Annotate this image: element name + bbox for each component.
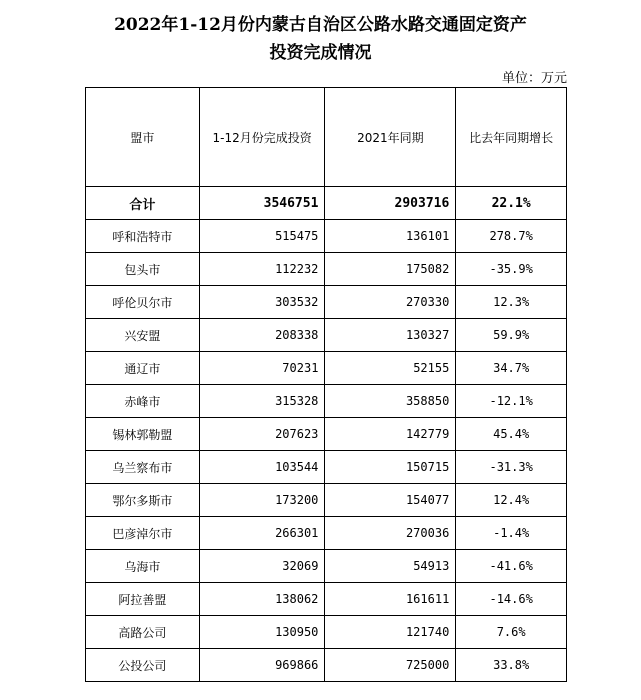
table-row <box>86 286 567 319</box>
total-invest: 3546751 <box>199 187 325 220</box>
header-invest: 1-12月份完成投资 <box>199 88 325 187</box>
region-cell: 鄂尔多斯市 <box>86 484 200 517</box>
region-cell: 高路公司 <box>86 616 200 649</box>
prev-cell: 175082 <box>325 253 456 286</box>
region-cell: 呼和浩特市 <box>86 220 200 253</box>
table-row <box>86 616 567 649</box>
header-growth: 比去年同期增长 <box>456 88 567 187</box>
invest-cell: 303532 <box>199 286 325 319</box>
growth-cell: -35.9% <box>456 253 567 286</box>
table-header-row <box>86 88 567 187</box>
region-cell: 阿拉善盟 <box>86 583 200 616</box>
region-cell: 乌兰察布市 <box>86 451 200 484</box>
invest-cell: 173200 <box>199 484 325 517</box>
growth-cell: -14.6% <box>456 583 567 616</box>
table-row <box>86 352 567 385</box>
prev-cell: 270330 <box>325 286 456 319</box>
region-cell: 呼伦贝尔市 <box>86 286 200 319</box>
invest-cell: 130950 <box>199 616 325 649</box>
invest-cell: 103544 <box>199 451 325 484</box>
table-row <box>86 418 567 451</box>
growth-cell: -41.6% <box>456 550 567 583</box>
growth-cell: 12.4% <box>456 484 567 517</box>
header-prev-year: 2021年同期 <box>325 88 456 187</box>
region-cell: 赤峰市 <box>86 385 200 418</box>
invest-cell: 515475 <box>199 220 325 253</box>
region-cell: 锡林郭勒盟 <box>86 418 200 451</box>
table-row <box>86 550 567 583</box>
invest-cell: 315328 <box>199 385 325 418</box>
growth-cell: 12.3% <box>456 286 567 319</box>
prev-cell: 130327 <box>325 319 456 352</box>
invest-cell: 208338 <box>199 319 325 352</box>
total-growth: 22.1% <box>456 187 567 220</box>
total-prev: 2903716 <box>325 187 456 220</box>
document-title-line2: 投资完成情况 <box>269 43 372 63</box>
prev-cell: 154077 <box>325 484 456 517</box>
table-row <box>86 583 567 616</box>
growth-cell: -12.1% <box>456 385 567 418</box>
document-title-line1: 2022年1-12月份内蒙古自治区公路水路交通固定资产 <box>114 15 527 35</box>
region-cell: 通辽市 <box>86 352 200 385</box>
growth-cell: 45.4% <box>456 418 567 451</box>
growth-cell: 7.6% <box>456 616 567 649</box>
total-label: 合计 <box>86 187 200 220</box>
growth-cell: -31.3% <box>456 451 567 484</box>
region-cell: 巴彦淖尔市 <box>86 517 200 550</box>
growth-cell: 278.7% <box>456 220 567 253</box>
growth-cell: 59.9% <box>456 319 567 352</box>
table-row <box>86 451 567 484</box>
prev-cell: 136101 <box>325 220 456 253</box>
header-region: 盟市 <box>86 88 200 187</box>
total-row <box>86 187 567 220</box>
invest-cell: 138062 <box>199 583 325 616</box>
growth-cell: 33.8% <box>456 649 567 682</box>
invest-cell: 969866 <box>199 649 325 682</box>
prev-cell: 52155 <box>325 352 456 385</box>
prev-cell: 725000 <box>325 649 456 682</box>
table-row <box>86 649 567 682</box>
table-row <box>86 253 567 286</box>
prev-cell: 358850 <box>325 385 456 418</box>
table-row <box>86 484 567 517</box>
prev-cell: 54913 <box>325 550 456 583</box>
invest-cell: 70231 <box>199 352 325 385</box>
investment-table <box>85 87 567 682</box>
region-cell: 包头市 <box>86 253 200 286</box>
table-row <box>86 220 567 253</box>
prev-cell: 161611 <box>325 583 456 616</box>
table-row <box>86 319 567 352</box>
region-cell: 乌海市 <box>86 550 200 583</box>
invest-cell: 32069 <box>199 550 325 583</box>
prev-cell: 270036 <box>325 517 456 550</box>
table-row <box>86 517 567 550</box>
unit-label: 单位：万元 <box>501 71 567 86</box>
region-cell: 公投公司 <box>86 649 200 682</box>
growth-cell: 34.7% <box>456 352 567 385</box>
table-row <box>86 385 567 418</box>
invest-cell: 266301 <box>199 517 325 550</box>
invest-cell: 112232 <box>199 253 325 286</box>
growth-cell: -1.4% <box>456 517 567 550</box>
prev-cell: 150715 <box>325 451 456 484</box>
prev-cell: 121740 <box>325 616 456 649</box>
prev-cell: 142779 <box>325 418 456 451</box>
invest-cell: 207623 <box>199 418 325 451</box>
region-cell: 兴安盟 <box>86 319 200 352</box>
